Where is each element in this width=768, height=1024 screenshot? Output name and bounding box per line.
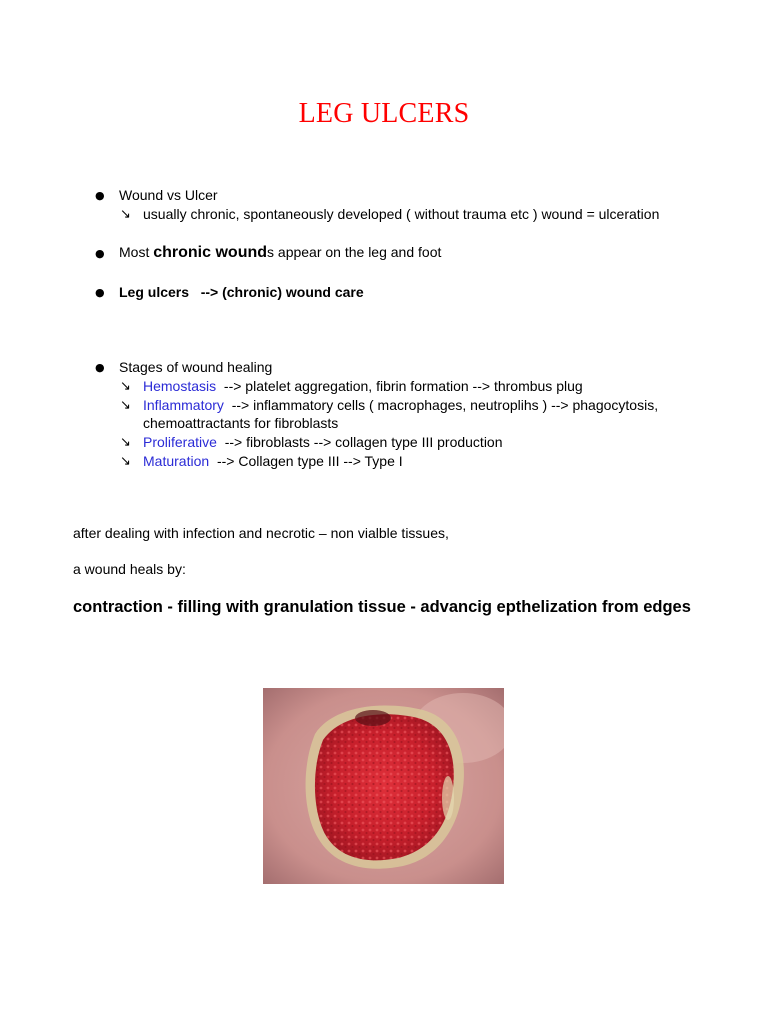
- arrow-icon: ↘: [120, 207, 131, 222]
- stage-desc: --> platelet aggregation, fibrin formation --> thrombus plug: [223, 378, 583, 394]
- stage-term: Maturation: [143, 453, 210, 469]
- leg-ulcers-label: Leg ulcers: [119, 284, 190, 300]
- paragraph-heals-by: a wound heals by:: [73, 561, 186, 577]
- stage-desc: --> inflammatory cells ( macrophages, neutroplihs ) --> phagocytosis,: [231, 397, 659, 413]
- page-title: LEG ULCERS: [298, 98, 470, 129]
- leg-ulcers-tail: --> (chronic) wound care: [200, 284, 364, 300]
- arrow-icon: ↘: [120, 435, 131, 450]
- stage-hemostasis: [143, 377, 703, 396]
- arrow-icon: ↘: [120, 398, 131, 413]
- stage-maturation: [143, 452, 703, 471]
- stage-proliferative: [143, 433, 703, 452]
- bullet-icon: ●: [95, 247, 105, 260]
- bullet-leg-ulcers: [119, 283, 364, 302]
- stage-term: Proliferative: [143, 434, 217, 450]
- stage-inflammatory-continued: chemoattractants for fibroblasts: [143, 415, 339, 431]
- arrow-icon: ↘: [120, 454, 131, 469]
- bullet-wound-vs-ulcer: Wound vs Ulcer: [119, 187, 218, 203]
- bullet-icon: ●: [95, 189, 105, 202]
- arrow-icon: ↘: [120, 379, 131, 394]
- text-run: Most: [119, 244, 154, 260]
- stage-inflammatory: [143, 396, 703, 415]
- bullet-icon: ●: [95, 361, 105, 374]
- wound-photo: [263, 688, 504, 884]
- stage-desc: --> fibroblasts --> collagen type III production: [224, 434, 503, 450]
- bullet-stages-heading: Stages of wound healing: [119, 359, 273, 375]
- bullet-icon: ●: [95, 286, 105, 299]
- paragraph-infection: after dealing with infection and necrotic – non vialble tissues,: [73, 525, 449, 541]
- text-run: s appear on the leg and foot: [267, 244, 442, 260]
- stage-desc: --> Collagen type III --> Type I: [216, 453, 403, 469]
- stage-term: Inflammatory: [143, 397, 224, 413]
- emphasis-chronic-wound: chronic wound: [153, 244, 268, 261]
- sub-item-definition: usually chronic, spontaneously developed ( without trauma etc ) wound = ulceration: [143, 206, 660, 222]
- bullet-chronic-wounds: [119, 243, 441, 262]
- conclusion-text: contraction - filling with granulation tissue - advancig epthelization from edges: [73, 598, 691, 616]
- stage-term: Hemostasis: [143, 378, 217, 394]
